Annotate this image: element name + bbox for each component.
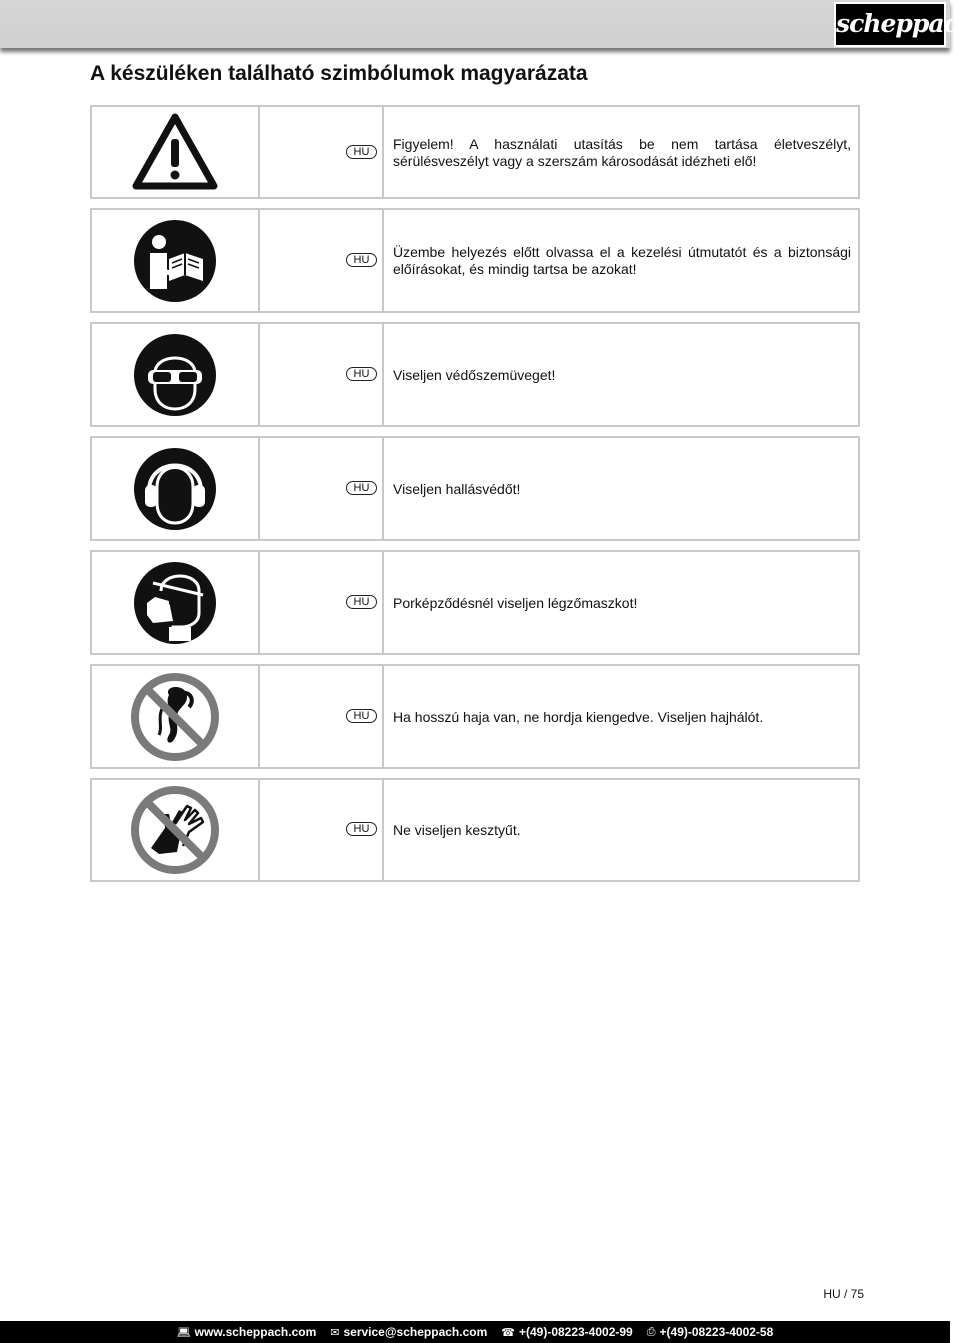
- description-cell: [384, 780, 858, 880]
- footer-fax: [647, 1325, 774, 1339]
- symbol-description: Viseljen védőszemüveget!: [393, 367, 556, 383]
- mail-icon: ✉: [330, 1326, 340, 1339]
- language-cell: [260, 552, 384, 653]
- symbol-description: Üzembe helyezés előtt olvassa el a kezelési útmutatót és a biztonsági előírásokat, és mindig tartsa be azokat!: [393, 244, 851, 277]
- website-link[interactable]: www.scheppach.com: [194, 1325, 317, 1339]
- language-cell: [260, 107, 384, 197]
- symbol-description: Ne viseljen kesztyűt.: [393, 822, 521, 838]
- language-badge: HU: [346, 253, 377, 267]
- description-cell: [384, 438, 858, 539]
- fax-number: +(49)-08223-4002-58: [659, 1325, 774, 1339]
- language-cell: [260, 210, 384, 311]
- no-gloves-icon: [129, 784, 221, 876]
- symbol-row: [90, 778, 860, 882]
- language-cell: [260, 666, 384, 767]
- symbol-description: Ha hosszú haja van, ne hordja kiengedve. Viseljen hajhálót.: [393, 709, 764, 725]
- symbol-row: [90, 105, 860, 199]
- language-badge: HU: [346, 595, 377, 609]
- language-badge: HU: [346, 481, 377, 495]
- symbol-row: [90, 208, 860, 313]
- ear-protection-icon: [133, 447, 217, 531]
- symbol-description: Porképződésnél viseljen légzőmaszkot!: [393, 595, 638, 611]
- symbol-icon-cell: [92, 210, 260, 311]
- language-cell: [260, 780, 384, 880]
- description-cell: [384, 210, 858, 311]
- symbol-row: [90, 436, 860, 541]
- symbol-row: [90, 664, 860, 769]
- page-number: HU / 75: [823, 1287, 864, 1301]
- page-title: A készüléken található szimbólumok magyarázata: [90, 62, 588, 85]
- symbol-icon-cell: [92, 107, 260, 197]
- language-badge: HU: [346, 367, 377, 381]
- laptop-icon: 💻︎: [176, 1326, 191, 1339]
- description-cell: [384, 324, 858, 425]
- respirator-mask-icon: [133, 561, 217, 645]
- symbol-row: [90, 322, 860, 427]
- symbol-icon-cell: [92, 438, 260, 539]
- fax-icon: ⎙: [646, 1325, 656, 1338]
- description-cell: [384, 107, 858, 197]
- brand-logo[interactable]: scheppach: [834, 2, 946, 47]
- language-cell: [260, 438, 384, 539]
- footer-website[interactable]: [177, 1325, 317, 1339]
- footer-phone: [501, 1325, 632, 1339]
- email-link[interactable]: service@scheppach.com: [343, 1325, 488, 1339]
- warning-triangle-icon: [132, 113, 218, 191]
- header-bar: [0, 0, 975, 48]
- phone-icon: ☎: [501, 1326, 515, 1339]
- symbol-icon-cell: [92, 666, 260, 767]
- footer-bar: [0, 1321, 950, 1343]
- language-badge: HU: [346, 822, 377, 836]
- language-cell: [260, 324, 384, 425]
- phone-number: +(49)-08223-4002-99: [518, 1325, 633, 1339]
- language-badge: HU: [346, 709, 377, 723]
- no-loose-hair-icon: [129, 671, 221, 763]
- symbol-description: Viseljen hallásvédőt!: [393, 481, 521, 497]
- symbol-row: [90, 550, 860, 655]
- symbol-icon-cell: [92, 324, 260, 425]
- description-cell: [384, 666, 858, 767]
- description-cell: [384, 552, 858, 653]
- symbol-icon-cell: [92, 552, 260, 653]
- symbol-description: Figyelem! A használati utasítás be nem tartása életveszélyt, sérülésveszélyt vagy a szerszám károsodását idézheti elő!: [393, 136, 851, 169]
- safety-goggles-icon: [133, 333, 217, 417]
- language-badge: HU: [346, 145, 377, 159]
- read-manual-icon: [133, 219, 217, 303]
- footer-email[interactable]: [330, 1325, 487, 1339]
- symbol-icon-cell: [92, 780, 260, 880]
